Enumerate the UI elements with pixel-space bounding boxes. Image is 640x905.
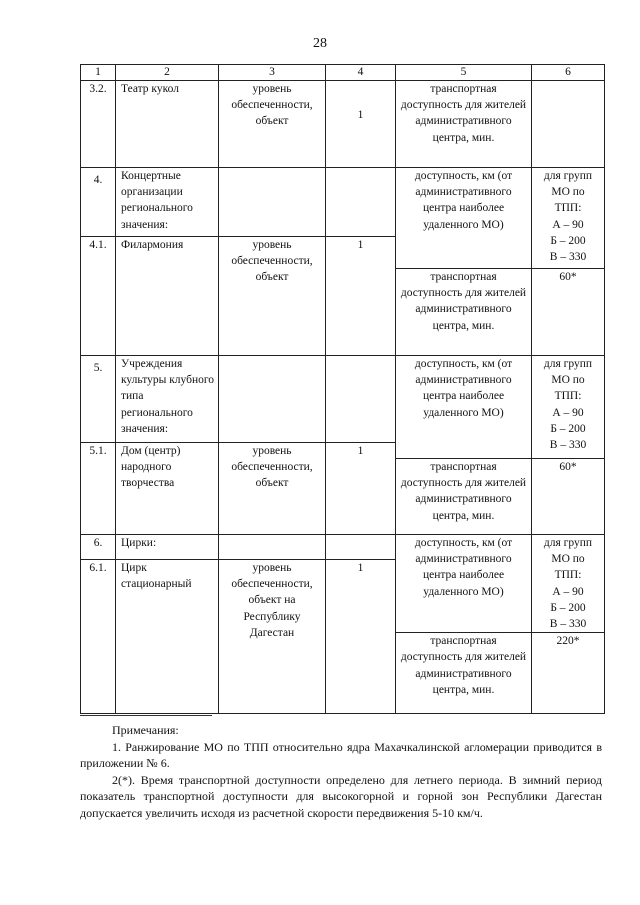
value-cell: 1 (326, 237, 396, 356)
header-cell: 1 (81, 65, 116, 81)
indicator-cell: уровень обеспеченности, объект на Республику Дагестан (219, 560, 326, 714)
indicator-cell: уровень обеспеченности, объект (219, 237, 326, 356)
norm-line: А – 90 (552, 218, 584, 231)
norm-cell (532, 356, 605, 459)
access-cell: транспортная доступность для жителей административного центра, мин. (396, 633, 532, 714)
table-row (81, 168, 605, 237)
note-item: 1. Ранжирование МО по ТПП относительно ядра Махачкалинской агломерации приводится в приложении № 6. (80, 739, 602, 770)
value-cell (326, 168, 396, 237)
facility-name: Театр кукол (116, 81, 219, 168)
indicator-cell: уровень обеспеченности, объект (219, 443, 326, 535)
norm-line: А – 90 (552, 585, 584, 598)
norm-cell: 60* (532, 459, 605, 535)
norm-line: для групп (543, 537, 593, 549)
notes-divider (80, 715, 212, 716)
row-number: 5.1. (81, 443, 116, 535)
table-row (81, 535, 605, 560)
value-cell: 1 (326, 560, 396, 714)
indicator-cell (219, 356, 326, 443)
norm-line: МО по (551, 186, 585, 199)
row-number: 4.1. (81, 237, 116, 356)
access-cell: доступность, км (от административного центра наиболее удаленного МО) (396, 356, 532, 459)
table-row (81, 356, 605, 443)
row-number: 6. (81, 535, 116, 560)
notes-section (80, 722, 602, 821)
norm-line: для групп (543, 358, 593, 370)
norm-line: ТПП: (554, 202, 582, 215)
norm-line: МО по (551, 553, 585, 566)
norm-cell: 220* (532, 633, 605, 714)
table-header-row (81, 65, 605, 81)
facility-name: Дом (центр) народного творчества (116, 443, 219, 535)
row-number: 6.1. (81, 560, 116, 714)
norm-cell (532, 168, 605, 269)
norm-line: Б – 200 (550, 601, 586, 614)
facility-name: Цирк стационарный (116, 560, 219, 714)
indicator-cell (219, 535, 326, 560)
norm-line: В – 330 (549, 251, 587, 264)
indicator-cell (219, 168, 326, 237)
norm-line: ТПП: (554, 390, 582, 403)
norm-line: В – 330 (549, 618, 587, 631)
facility-name: Филармония (116, 237, 219, 356)
header-cell: 2 (116, 65, 219, 81)
norm-cell (532, 535, 605, 633)
page-number: 28 (313, 36, 327, 51)
access-cell: транспортная доступность для жителей административного центра, мин. (396, 81, 532, 168)
value-cell (326, 535, 396, 560)
norm-line: для групп (543, 170, 593, 182)
header-cell: 4 (326, 65, 396, 81)
norm-line: ТПП: (554, 569, 582, 582)
norms-table (80, 64, 605, 714)
value-cell (326, 356, 396, 443)
facility-name: Цирки: (116, 535, 219, 560)
norm-cell (532, 81, 605, 168)
norm-cell: 60* (532, 269, 605, 356)
header-cell: 5 (396, 65, 532, 81)
norm-line: Б – 200 (550, 422, 586, 435)
header-cell: 3 (219, 65, 326, 81)
access-cell: доступность, км (от административного центра наиболее удаленного МО) (396, 168, 532, 269)
access-cell: доступность, км (от административного центра наиболее удаленного МО) (396, 535, 532, 633)
facility-name: Концертные организации регионального значения: (116, 168, 219, 237)
access-cell: транспортная доступность для жителей административного центра, мин. (396, 459, 532, 535)
row-number: 3.2. (81, 81, 116, 168)
facility-name: Учреждения культуры клубного типа регионального значения: (116, 356, 219, 443)
header-cell: 6 (532, 65, 605, 81)
norm-line: В – 330 (549, 439, 587, 452)
norm-line: Б – 200 (550, 234, 586, 247)
table-row (81, 81, 605, 168)
row-number: 4. (81, 168, 116, 237)
norm-line: МО по (551, 374, 585, 387)
value-cell: 1 (326, 81, 396, 168)
row-number: 5. (81, 356, 116, 443)
note-item: 2(*). Время транспортной доступности определено для летнего периода. В зимний период показатель транспортной доступности для высокогорной и горной зон Республики Дагестан допускается увеличить исходя из расчетной скорости передвижения 5-10 км/ч. (80, 772, 602, 820)
notes-title: Примечания: (112, 723, 179, 737)
access-cell: транспортная доступность для жителей административного центра, мин. (396, 269, 532, 356)
norm-line: А – 90 (552, 406, 584, 419)
value-cell: 1 (326, 443, 396, 535)
indicator-cell: уровень обеспеченности, объект (219, 81, 326, 168)
